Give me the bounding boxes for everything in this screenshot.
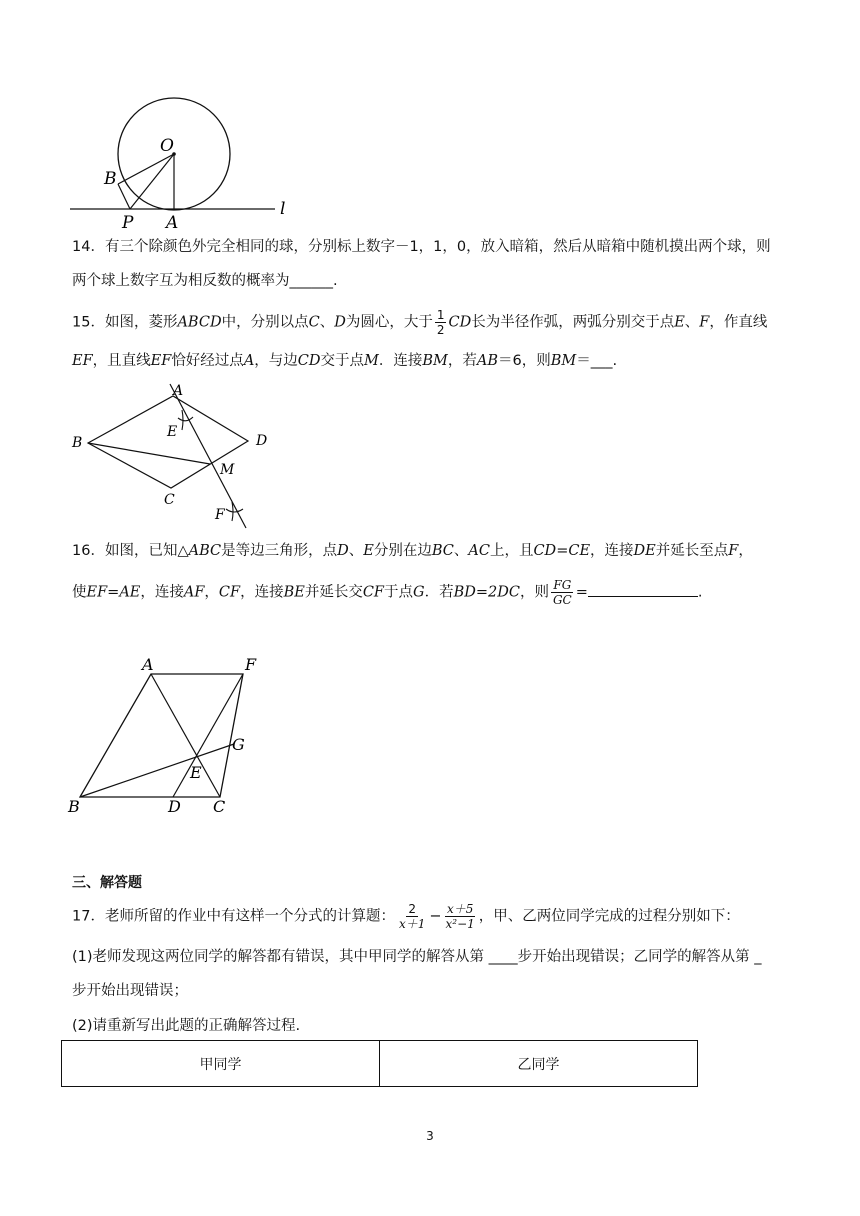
fraction-1: $\frac{2}{x+1}$ (398, 902, 426, 931)
triangle-figure (60, 652, 260, 817)
q14-line-2: 两个球上数字互为相反数的概率为______. (72, 273, 338, 289)
q17-line-4: (2)请重新写出此题的正确解答过程. (72, 1018, 301, 1034)
label-G: G (232, 735, 245, 754)
fraction-2: $\frac{x+5}{\text{x²−1}}$ (445, 902, 475, 931)
q16-line-1: 16．如图，已知△ABC是等边三角形，点D、E分别在边BC、AC上，且CD=CE，连接DE并延长至点F， (72, 543, 753, 559)
label-E: E (167, 424, 178, 440)
label-D: D (168, 797, 181, 816)
label-B: B (104, 169, 117, 189)
label-F: F (245, 655, 257, 674)
q15-line-2: EF，且直线EF恰好经过点A，与边CD交于点M．连接BM，若AB＝6，则BM＝___. (72, 353, 618, 369)
label-A: A (166, 213, 179, 233)
label-E: E (190, 763, 202, 782)
half-fraction: $\frac{1}{2}$ (436, 308, 445, 337)
label-B: B (72, 435, 83, 451)
label-C: C (213, 797, 226, 816)
label-F: F (215, 507, 225, 523)
label-A: A (173, 383, 184, 399)
table-header-yi: 乙同学 (380, 1041, 698, 1087)
label-O: O (160, 136, 174, 156)
label-D: D (256, 433, 268, 449)
label-B: B (68, 797, 80, 816)
table-header-jia: 甲同学 (62, 1041, 380, 1087)
fg-gc-fraction: $\frac{FG}{GC}$ (552, 578, 572, 607)
q15-line-1: 15．如图，菱形ABCD中，分别以点C、D为圆心，大于 $\frac{1}{2}$ CD长为半径作弧，两弧分别交于点E、F，作直线 (72, 308, 768, 337)
rhombus-figure (60, 378, 290, 530)
label-P: P (122, 213, 134, 233)
label-l: l (280, 199, 286, 219)
q16-line-2: 使EF=AE，连接AF，CF，连接BE并延长交CF于点G．若BD=2DC，则 $\frac{FG}{GC}$ = . (72, 578, 703, 607)
answer-blank (588, 596, 698, 597)
label-M: M (220, 462, 235, 478)
solution-table (61, 1040, 698, 1087)
q14-line-1: 14．有三个除颜色外完全相同的球，分别标上数字－1，1，0，放入暗箱，然后从暗箱中随机摸出两个球，则 (72, 239, 771, 255)
q17-line-3: 步开始出现错误； (72, 983, 188, 999)
q17-line-2: (1)老师发现这两位同学的解答都有错误，其中甲同学的解答从第 ____步开始出现错误；乙同学的解答从第 _ (72, 949, 762, 965)
label-C: C (164, 492, 175, 508)
page-number: 3 (426, 1129, 434, 1143)
q17-line-1: 17．老师所留的作业中有这样一个分式的计算题： $\frac{2}{x+1}$ − $\frac{x+5}{\text{x²−1}}$ ，甲、乙两位同学完成的过程分别如下： (72, 902, 740, 931)
label-A: A (142, 655, 154, 674)
circle-tangent-figure (60, 90, 300, 235)
section-heading: 三、解答题 (72, 875, 142, 891)
